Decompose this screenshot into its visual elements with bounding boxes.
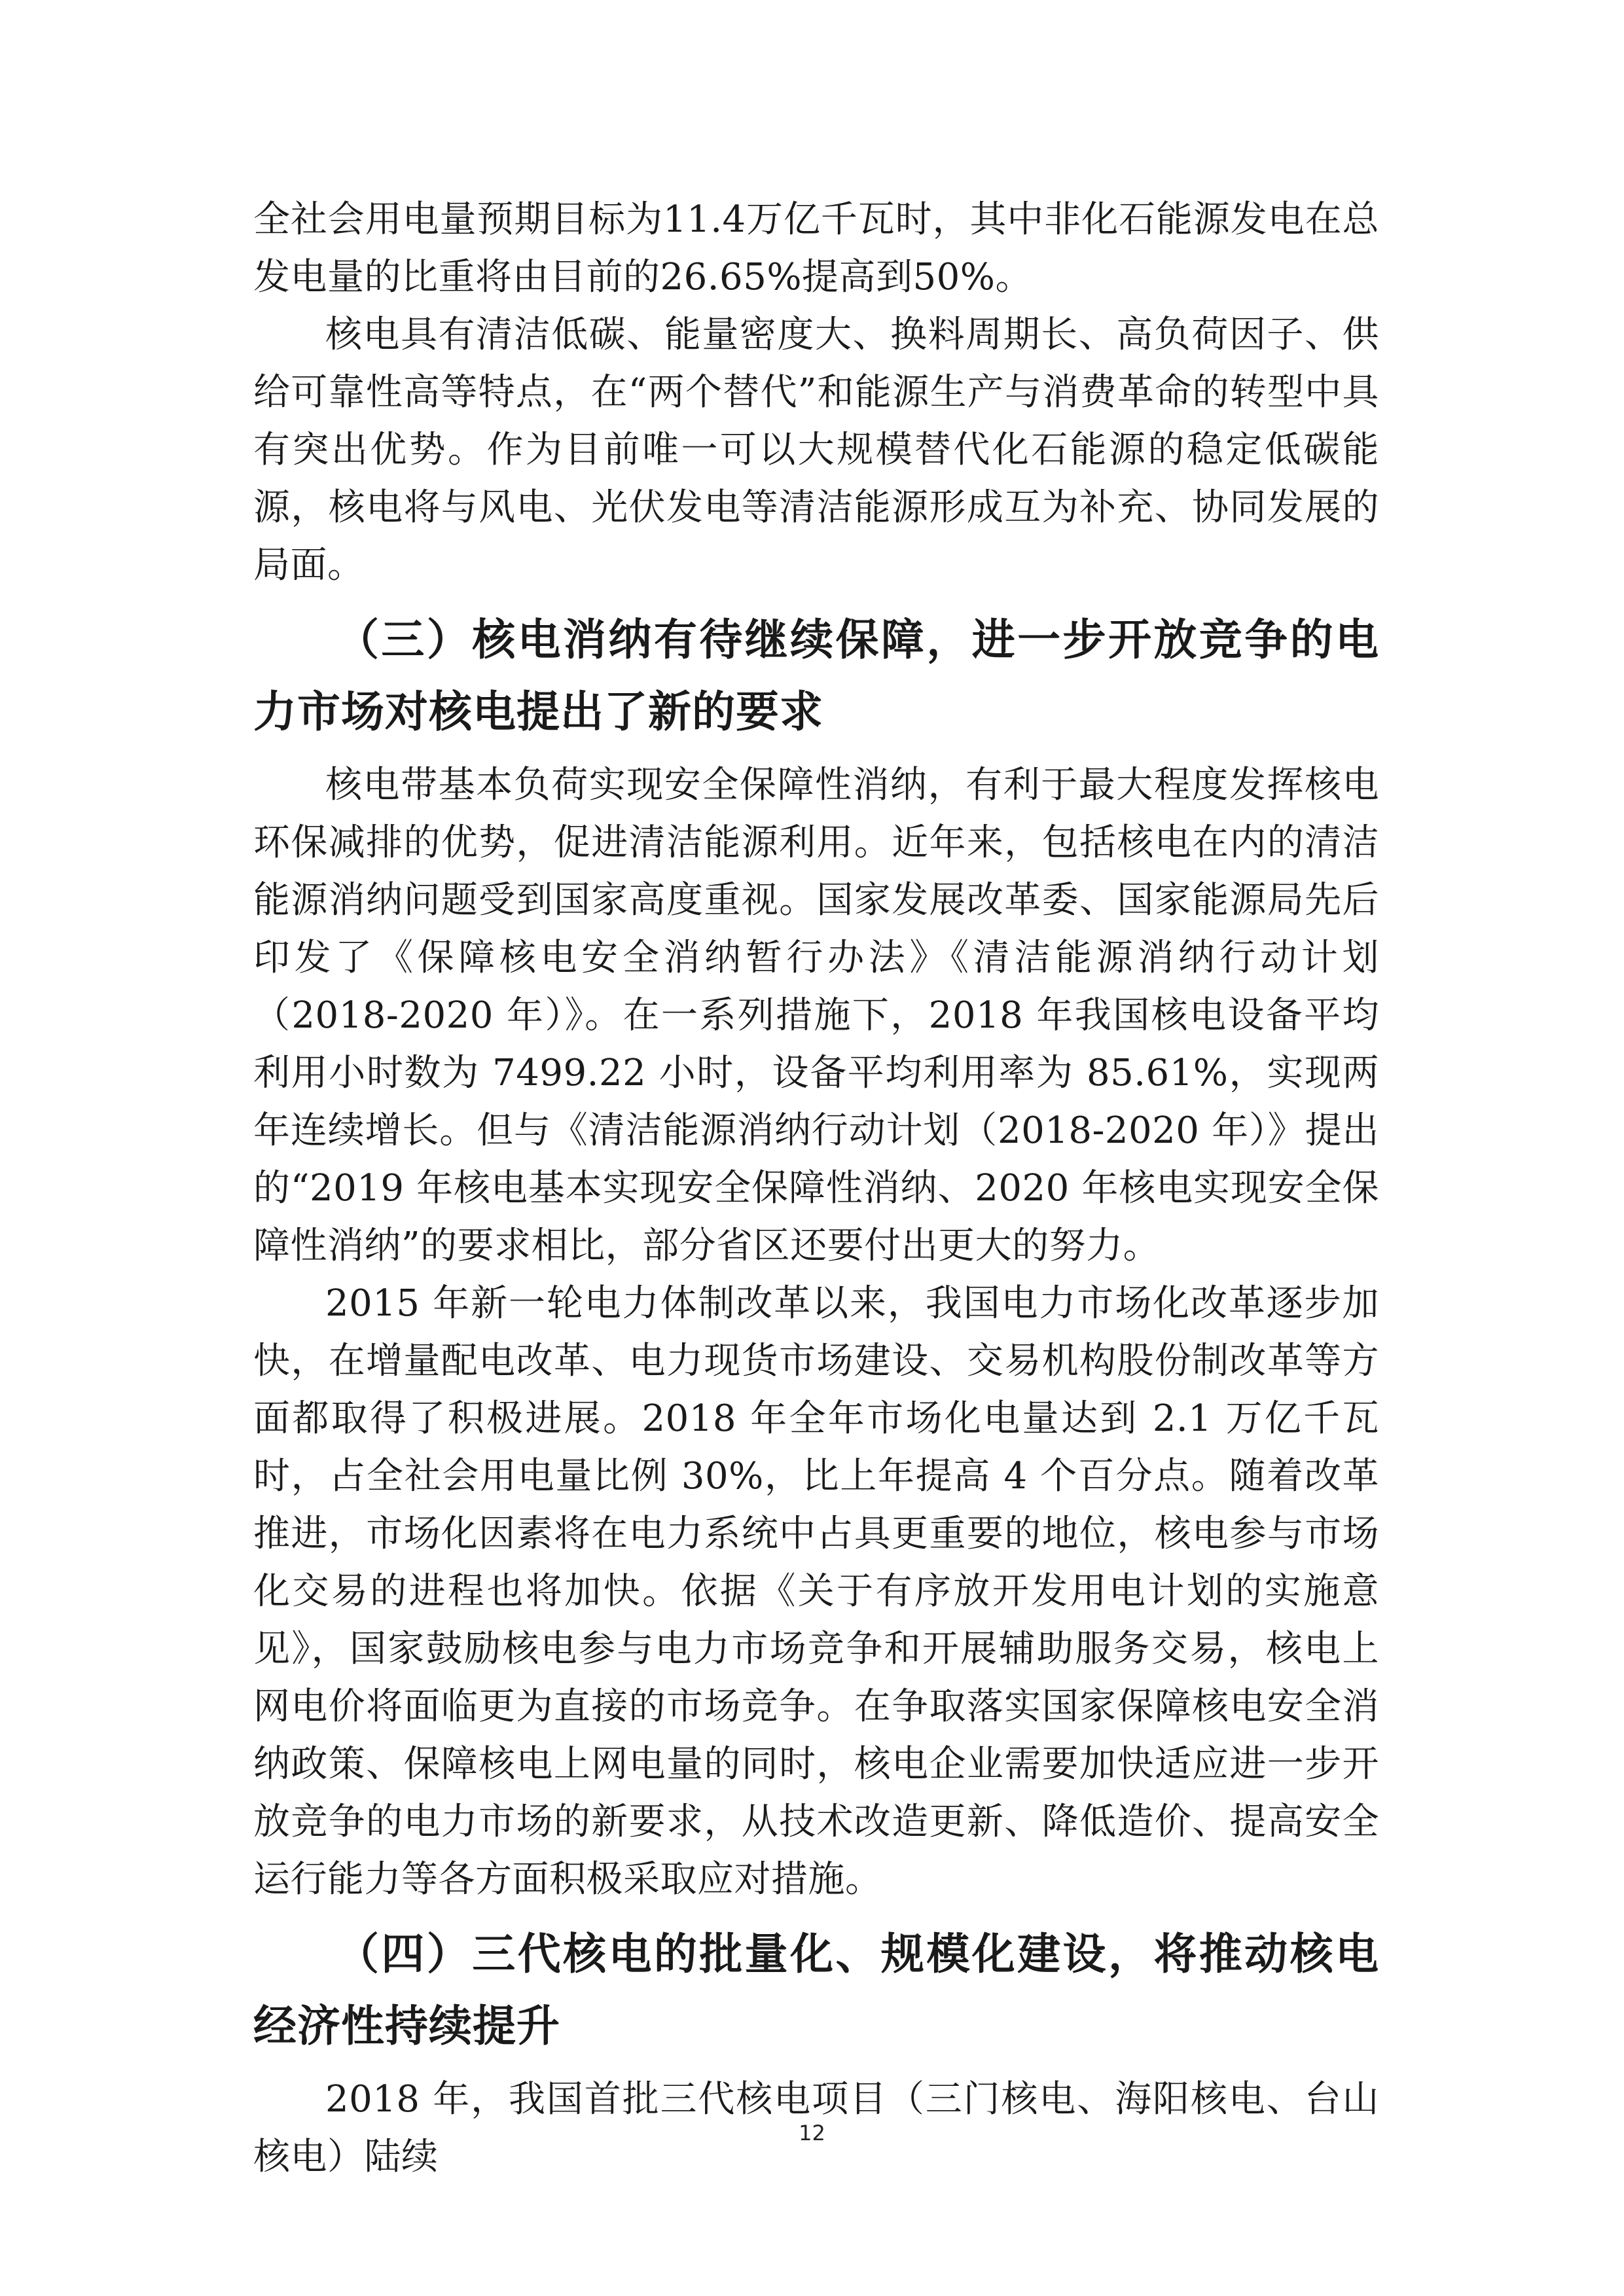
section-heading-3: （三）核电消纳有待继续保障，进一步开放竞争的电力市场对核电提出了新的要求 bbox=[253, 614, 1379, 737]
paragraph-nuclear-consumption: 核电带基本负荷实现安全保障性消纳，有利于最大程度发挥核电环保减排的优势，促进清洁能源利用。近年来，包括核电在内的清洁能源消纳问题受到国家高度重视。国家发展改革委、国家能源局先后印发了《保障核电安全消纳暂行办法》《清洁能源消纳行动计划（2018-2020 年）》。在一系列措施下，2018 年我国核电设备平均利用小时数为 7499.22 小时，设备平均利用率为 85.61%，实现两年连续增长。但与《清洁能源消纳行动计划（2018-2020 年）》提出的“2019 年核电基本实现安全保障性消纳、2020 年核电实现安全保障性消纳”的要求相比，部分省区还要付出更大的努力。 bbox=[253, 764, 1379, 1267]
paragraph-market-reform: 2015 年新一轮电力体制改革以来，我国电力市场化改革逐步加快，在增量配电改革、电力现货市场建设、交易机构股份制改革等方面都取得了积极进展。2018 年全年市场化电量达到 2.1 万亿千瓦时，占全社会用电量比例 30%，比上年提高 4 个百分点。随着改革推进，市场化因素将在电力系统中占具更重要的地位，核电参与市场化交易的进程也将加快。依据《关于有序放开发用电计划的实施意见》，国家鼓励核电参与电力市场竞争和开展辅助服务交易，核电上网电价将面临更为直接的市场竞争。在争取落实国家保障核电安全消纳政策、保障核电上网电量的同时，核电企业需要加快适应进一步开放竞争的电力市场的新要求，从技术改造更新、降低造价、提高安全运行能力等各方面积极采取应对措施。 bbox=[253, 1282, 1379, 1901]
paragraph-third-gen-projects: 2018 年，我国首批三代核电项目（三门核电、海阳核电、台山核电）陆续 bbox=[253, 2078, 1379, 2178]
page-number: 12 bbox=[799, 2121, 825, 2145]
section-heading-4: （四）三代核电的批量化、规模化建设，将推动核电经济性持续提升 bbox=[253, 1928, 1379, 2051]
paragraph-nuclear-advantages: 核电具有清洁低碳、能量密度大、换料周期长、高负荷因子、供给可靠性高等特点，在“两个替代”和能源生产与消费革命的转型中具有突出优势。作为目前唯一可以大规模替代化石能源的稳定低碳能源，核电将与风电、光伏发电等清洁能源形成互为补充、协同发展的局面。 bbox=[253, 314, 1379, 586]
paragraph-electricity-target: 全社会用电量预期目标为11.4万亿千瓦时，其中非化石能源发电在总发电量的比重将由目前的26.65%提高到50%。 bbox=[253, 198, 1379, 298]
document-body bbox=[253, 191, 1379, 2186]
